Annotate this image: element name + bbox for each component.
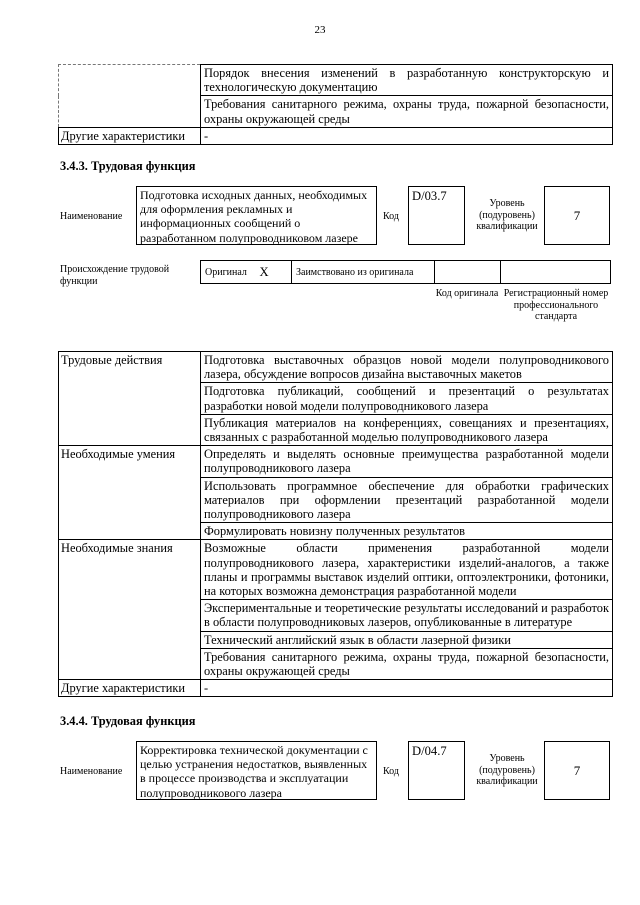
table-row	[59, 680, 613, 697]
table-row	[59, 65, 613, 96]
section-heading: 3.4.4. Трудовая функция	[60, 714, 196, 728]
code-label: Код	[383, 211, 399, 222]
function-name-box: Подготовка исходных данных, необходимых для оформления рекламных и информационных сообщений о разработанном полупроводниковом лазере	[136, 186, 377, 245]
level-box: 7	[544, 186, 610, 245]
row-item: Подготовка выставочных образцов новой модели полупроводникового лазера, обсуждение вопросов дизайна выставочных макетов	[201, 352, 613, 383]
function-requirements-table	[58, 351, 613, 697]
row-label: Другие характеристики	[59, 127, 201, 144]
row-item: Возможные области применения разработанной модели полупроводникового лазера, характеристики изделий-аналогов, а также планы и программы выставок изделий оптики, оптоэлектроники, фотоники, на которых возможна демонстрация разработанной модели	[201, 540, 613, 600]
row-item: Определять и выделять основные преимущества разработанной модели полупроводникового лазера	[201, 446, 613, 477]
name-label: Наименование	[60, 766, 123, 777]
table-row	[59, 446, 613, 477]
origin-mark: X	[256, 261, 292, 284]
origin-reg-cell	[501, 261, 611, 284]
page-number: 23	[314, 24, 326, 36]
row-item: Формулировать новизну полученных результатов	[201, 523, 613, 540]
section-heading: 3.4.3. Трудовая функция	[60, 159, 196, 173]
row-item: Порядок внесения изменений в разработанную конструкторскую и технологическую документацию	[201, 65, 613, 96]
row-item: Подготовка публикаций, сообщений и презентаций о результатах разработки новой модели полупроводникового лазера	[201, 383, 613, 414]
function-name-box: Корректировка технической документации с целью устранения недостатков, выявленных в процессе производства и эксплуатации полупроводникового лазера	[136, 741, 377, 800]
row-item: -	[201, 680, 613, 697]
row-item: Публикация материалов на конференциях, совещаниях и презентациях, связанных с разработанной моделью полупроводникового лазера	[201, 414, 613, 445]
code-box: D/04.7	[408, 741, 465, 800]
table-row	[59, 127, 613, 144]
code-label: Код	[383, 766, 399, 777]
level-label: Уровень (подуровень) квалификации	[476, 198, 538, 232]
row-label: Другие характеристики	[59, 680, 201, 697]
row-item: Использовать программное обеспечение для обработки графических материалов при оформлении презентаций разработанной модели полупроводникового лазера	[201, 477, 613, 523]
row-item: -	[201, 127, 613, 144]
origin-borrowed: Заимствовано из оригинала	[292, 261, 435, 284]
row-label: Необходимые знания	[59, 540, 201, 680]
row-label: Необходимые умения	[59, 446, 201, 540]
code-box: D/03.7	[408, 186, 465, 245]
origin-code-cell	[435, 261, 501, 284]
table-row	[59, 352, 613, 383]
level-box: 7	[544, 741, 610, 800]
row-item: Технический английский язык в области лазерной физики	[201, 631, 613, 648]
table-row	[59, 540, 613, 600]
row-item: Экспериментальные и теоретические результаты исследований и разработок в области полупроводниковых лазеров, опубликованные в литературе	[201, 600, 613, 631]
row-label: Трудовые действия	[59, 352, 201, 446]
origin-reg-caption: Регистрационный номер профессионального стандарта	[503, 288, 609, 322]
top-requirements-table	[58, 64, 613, 145]
origin-table	[200, 260, 611, 284]
row-item: Требования санитарного режима, охраны труда, пожарной безопасности, охраны окружающей среды	[201, 96, 613, 127]
origin-label: Происхождение трудовой функции	[60, 264, 170, 287]
row-item: Требования санитарного режима, охраны труда, пожарной безопасности, охраны окружающей среды	[201, 648, 613, 679]
level-label: Уровень (подуровень) квалификации	[476, 753, 538, 787]
row-label	[59, 65, 201, 128]
origin-code-caption: Код оригинала	[435, 288, 499, 299]
origin-original: Оригинал	[201, 261, 256, 284]
name-label: Наименование	[60, 211, 123, 222]
